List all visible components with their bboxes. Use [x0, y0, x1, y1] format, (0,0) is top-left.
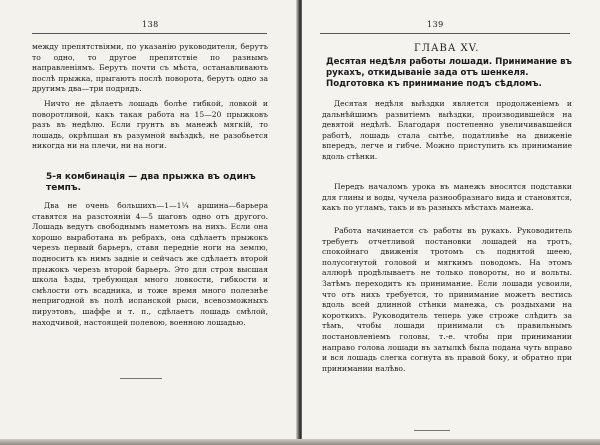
- right-paragraph-1-text: Десятая недѣля выѣздки является продолженіемъ и дальнѣйшимъ развитіемъ выѣздки, производившейся на девятой недѣлѣ. Благодаря постепенно увеличивавшейся работѣ, лошадь стала сытѣе, податливѣе на движеніе впередъ, легче и гибче. Можно приступить къ принимание вдоль стѣнки.: [322, 99, 572, 161]
- right-paragraph-2: [322, 182, 572, 214]
- chapter-title: Десятая недѣля работы лошади. Принимание въ рукахъ, откидываніе зада отъ шенкеля. Подготовка къ принимание подъ сѣдломъ.: [326, 57, 572, 90]
- right-page: [302, 0, 600, 445]
- page-number-left: 138: [142, 20, 159, 29]
- footer-rule-left: [120, 378, 162, 379]
- left-paragraph-1-text: между препятствіями, по указанію руководителя, берутъ то одно, то другое препятствіе по разнымъ направленіямъ. Берутъ почти съ мѣста, останавливають послѣ прыжка, прыгаютъ послѣ поворота, берутъ одно за другимъ два—три подрядъ.: [32, 42, 268, 94]
- right-paragraph-2-text: Передъ началомъ урока въ манежъ вносятся подставки для глины и воды, чучела разнообразнаго вида и становятся, какъ по угламъ, такъ и въ разныхъ мѣстахъ манежа.: [322, 182, 572, 213]
- footer-rule-right: [414, 430, 450, 431]
- left-page: [0, 0, 298, 445]
- left-paragraph-2: [32, 99, 268, 152]
- right-paragraph-3-text: Работа начинается съ работы въ рукахъ. Руководитель требуетъ отчетливой постановки лошадей на тротъ, спокойнаго движенія тротомъ съ поднятой шеею, полусогнутой головой и мягкимъ поводомъ. На этомъ аллюрѣ продѣлываетъ не только повороты, но и вольты. Затѣмъ переходитъ къ принимание. Если лошади усвоили, что отъ нихъ требуется, то принимание можетъ вестись вдоль всей длинной стѣнки манежа, съ роздыхами на короткихъ. Руководитель теперь уже строже слѣдитъ за тѣмъ, чтобы лошади принимали съ правильнымъ постановленіемъ головы, т.-е. чтобы при принимании направо голова лошади въ затылкѣ была подана чуть вправо и вся лошадь слегка согнута въ правой боку, и обратно при принимании налѣво.: [322, 226, 572, 373]
- left-paragraph-1: [32, 42, 268, 95]
- page-number-right: 139: [427, 20, 444, 29]
- header-rule-right: [320, 33, 570, 34]
- section-title: 5-я комбинація — два прыжка въ одинъ темпъ.: [46, 172, 256, 193]
- page-bottom-edge: [0, 439, 600, 445]
- left-paragraph-2-text: Ничто не дѣлаетъ лошадь болѣе гибкой, ловкой и поворотливой, какъ такая работа на 15—20 прыжковъ разъ въ недѣлю. Если грунтъ въ манежѣ мягкій, то лошадь, окрѣпшая въ разумной выѣздкѣ, не разобьется никогда ни на плечи, ни на ноги.: [32, 99, 268, 151]
- right-paragraph-1: [322, 99, 572, 163]
- left-paragraph-3: [32, 201, 268, 328]
- right-paragraph-3: [322, 226, 572, 374]
- chapter-heading: ГЛАВА XV.: [414, 43, 480, 54]
- header-rule-left: [32, 33, 267, 34]
- left-paragraph-3-text: Два не очень большихъ—1—1¼ аршина—барьера ставятся на разстояніи 4—5 шаговъ одно отъ другого. Лошадь ведутъ свободнымъ наметомъ на нихъ. Если она хорошо выработана въ ребрахъ, она сдѣлаетъ прыжокъ черезъ первый барьеръ, ставя передніе ноги на землю, подноситъ къ нимъ задніе и сейчасъ же сдѣлаетъ второй прыжокъ черезъ второй барьеръ. Это для строя высшая школа ѣзды, требующая много ловкости, гибкости и смѣлости отъ всадника, и тоже время много полезнѣе непригодной въ полѣ испанской рыси, всевозможныхъ пируэтовъ, шаффе и т. п., сдѣлаетъ лошадь смѣлой, находчивой, настоящей полевою, военною лошадью.: [32, 201, 268, 327]
